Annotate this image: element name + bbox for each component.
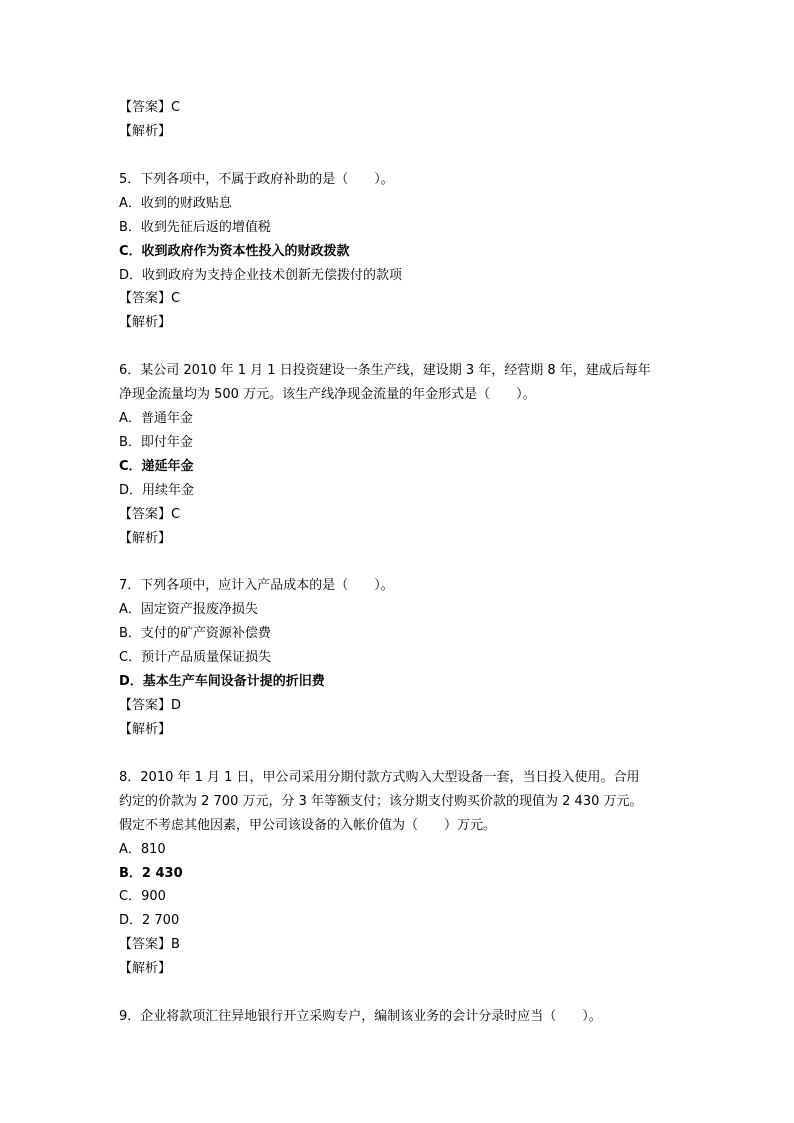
- question-8-answer: 【答案】B: [119, 937, 180, 952]
- question-7-option-b: B．支付的矿产资源补偿费: [119, 626, 271, 641]
- question-7-option-d: D．基本生产车间设备计提的折旧费: [119, 674, 325, 689]
- question-5-stem: 5．下列各项中，不属于政府补助的是（ ）。: [119, 172, 394, 187]
- question-5-answer: 【答案】C: [119, 291, 181, 306]
- question-6-analysis: 【解析】: [119, 531, 172, 546]
- question-5-option-d: D．收到政府为支持企业技术创新无偿拨付的款项: [119, 268, 403, 283]
- question-8-analysis: 【解析】: [119, 961, 172, 976]
- question-7-analysis: 【解析】: [119, 722, 172, 737]
- question-6-option-d: D．用续年金: [119, 483, 195, 498]
- question-8-option-d: D．2 700: [119, 913, 180, 928]
- question-5-analysis: 【解析】: [119, 315, 172, 330]
- question-5-option-a: A．收到的财政贴息: [119, 196, 232, 211]
- question-8-option-b: B．2 430: [119, 866, 183, 881]
- question-6-stem-line1: 6．某公司 2010 年 1 月 1 日投资建设一条生产线，建设期 3 年，经营期 8 年，建成后每年: [119, 363, 651, 378]
- question-7-option-a: A．固定资产报废净损失: [119, 602, 258, 617]
- question-7-option-c: C．预计产品质量保证损失: [119, 650, 272, 665]
- question-8-option-c: C．900: [119, 889, 166, 904]
- question-8-stem-line1: 8．2010 年 1 月 1 日，甲公司采用分期付款方式购入大型设备一套，当日投入使用。合用: [119, 770, 640, 785]
- question-5-option-b: B．收到先征后返的增值税: [119, 220, 271, 235]
- question-7-stem: 7．下列各项中，应计入产品成本的是（ ）。: [119, 578, 394, 593]
- question-8-option-a: A．810: [119, 842, 166, 857]
- question-8-stem-line2: 约定的价款为 2 700 万元，分 3 年等额支付；该分期支付购买价款的现值为 2 430 万元。: [119, 794, 643, 809]
- answer-line: 【答案】C: [119, 100, 181, 115]
- question-6-option-a: A．普通年金: [119, 411, 193, 426]
- question-7-answer: 【答案】D: [119, 698, 182, 713]
- analysis-line: 【解析】: [119, 124, 172, 139]
- question-5-option-c: C．收到政府作为资本性投入的财政拨款: [119, 244, 350, 259]
- question-6-option-b: B．即付年金: [119, 435, 193, 450]
- question-6-answer: 【答案】C: [119, 507, 181, 522]
- question-9-stem: 9．企业将款项汇往异地银行开立采购专户，编制该业务的会计分录时应当（ ）。: [119, 1009, 602, 1024]
- question-8-stem-line3: 假定不考虑其他因素，甲公司该设备的入帐价值为（ ）万元。: [119, 818, 497, 833]
- question-6-option-c: C．递延年金: [119, 459, 194, 474]
- question-6-stem-line2: 净现金流量均为 500 万元。该生产线净现金流量的年金形式是（ ）。: [119, 387, 536, 402]
